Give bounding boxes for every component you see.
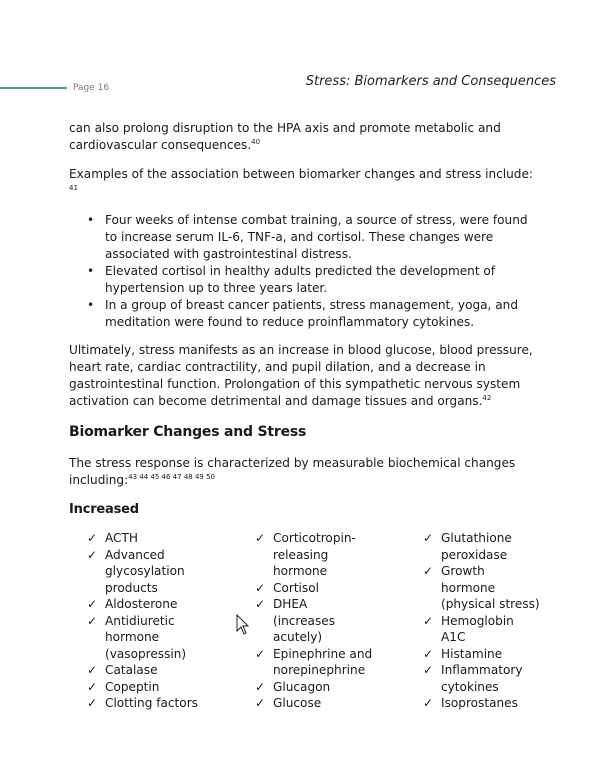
check-icon: ✓ bbox=[87, 531, 98, 545]
check-icon: ✓ bbox=[87, 613, 98, 628]
checklist-item bbox=[255, 695, 373, 712]
checklist-item bbox=[423, 563, 541, 613]
checklist-item-label: Growth hormone (physical stress) bbox=[441, 564, 540, 611]
checklist-item bbox=[255, 580, 373, 597]
check-icon: ✓ bbox=[255, 646, 266, 661]
checklist-item bbox=[87, 662, 205, 679]
check-icon: ✓ bbox=[423, 613, 434, 628]
checklist-item-label: Aldosterone bbox=[105, 597, 178, 611]
checklist-item-label: Catalase bbox=[105, 663, 158, 677]
check-icon: ✓ bbox=[87, 547, 98, 562]
checklist-item-label: ACTH bbox=[105, 531, 138, 545]
check-icon: ✓ bbox=[255, 580, 266, 595]
citation-ref: 41 bbox=[69, 184, 78, 192]
checklist-item bbox=[255, 530, 373, 580]
intro-paragraph: can also prolong disruption to the HPA axis and promote metabolic and cardiovascular consequences.$^{40}$ bbox=[69, 121, 501, 152]
checklist-item-label: DHEA (increases acutely) bbox=[273, 597, 335, 644]
list-item: • Elevated cortisol in healthy adults predicted the development of hypertension up to three years later. bbox=[105, 263, 539, 297]
citation-ref: 42 bbox=[482, 394, 492, 402]
checklist-item-label: Epinephrine and norepinephrine bbox=[273, 646, 373, 677]
page-number: Page 16 bbox=[73, 83, 110, 93]
checklist-item-label: Cortisol bbox=[273, 580, 319, 595]
checklist-item bbox=[255, 596, 373, 646]
checklist-item bbox=[87, 679, 205, 696]
check-icon: ✓ bbox=[423, 564, 434, 578]
mouse-pointer-icon bbox=[236, 614, 250, 636]
check-icon: ✓ bbox=[423, 646, 434, 661]
list-item: • In a group of breast cancer patients, stress management, yoga, and meditation were found to reduce proinflammatory cytokines. bbox=[105, 297, 539, 331]
check-icon: ✓ bbox=[423, 531, 434, 545]
citation-refs: 43 44 45 46 47 48 49 50 bbox=[128, 473, 215, 481]
increased-column-1 bbox=[87, 530, 205, 712]
check-icon: ✓ bbox=[255, 679, 266, 694]
checklist-item-label: Clotting factors bbox=[105, 696, 198, 710]
header-accent-line bbox=[0, 87, 67, 89]
checklist-item-label: Histamine bbox=[441, 646, 503, 661]
ultimately-paragraph: Ultimately, stress manifests as an increase in blood glucose, blood pressure, heart rate, cardiac contractility, and pupil dilation, and a decrease in gastrointestinal function. Prolongation of this sympathetic nervous system activation can become detrimental and damage tissues and organs.$^{42}$ bbox=[69, 343, 533, 408]
examples-lead: Examples of the association between biomarker changes and stress include: $^{41}$ bbox=[69, 167, 533, 192]
checklist-item bbox=[423, 695, 541, 712]
checklist-item bbox=[423, 613, 541, 646]
increased-columns bbox=[69, 530, 539, 740]
document-body bbox=[69, 120, 539, 740]
checklist-item-label: Antidiuretic hormone (vasopressin) bbox=[105, 613, 187, 661]
checklist-item bbox=[255, 646, 373, 679]
checklist-item-label: Inflammatory cytokines bbox=[441, 663, 523, 694]
checklist-item bbox=[255, 679, 373, 696]
checklist-item bbox=[423, 646, 541, 663]
check-icon: ✓ bbox=[423, 663, 434, 677]
list-item: • Four weeks of intense combat training, a source of stress, were found to increase serum IL-6, TNF-a, and cortisol. These changes were associated with gastrointestinal distress. bbox=[105, 212, 539, 263]
check-icon: ✓ bbox=[87, 696, 98, 710]
check-icon: ✓ bbox=[87, 679, 98, 694]
checklist-item bbox=[423, 530, 541, 563]
section-heading: Biomarker Changes and Stress bbox=[69, 424, 307, 440]
increased-column-3 bbox=[423, 530, 541, 712]
running-title: Stress: Biomarkers and Consequences bbox=[305, 74, 556, 89]
checklist-item bbox=[423, 662, 541, 695]
checklist-item-label: Glucagon bbox=[273, 679, 331, 694]
checklist-item-label: Glucose bbox=[273, 696, 322, 710]
checklist-item-label: Isoprostanes bbox=[441, 696, 518, 710]
check-icon: ✓ bbox=[87, 663, 98, 677]
checklist-item bbox=[87, 596, 205, 613]
increased-column-2 bbox=[255, 530, 373, 712]
checklist-item-label: Corticotropin-releasing hormone bbox=[273, 531, 356, 578]
checklist-item bbox=[87, 547, 205, 597]
checklist-item-label: Glutathione peroxidase bbox=[441, 531, 512, 562]
check-icon: ✓ bbox=[255, 597, 266, 611]
citation-ref: 40 bbox=[251, 138, 261, 146]
increased-heading: Increased bbox=[69, 502, 139, 517]
check-icon: ✓ bbox=[87, 597, 98, 611]
checklist-item-label: Copeptin bbox=[105, 679, 160, 694]
check-icon: ✓ bbox=[255, 696, 266, 710]
examples-list bbox=[69, 212, 539, 331]
checklist-item-label: Advanced glycosylation products bbox=[105, 547, 185, 595]
checklist-item bbox=[87, 530, 205, 547]
checklist-item-label: Hemoglobin A1C bbox=[441, 613, 514, 644]
check-icon: ✓ bbox=[423, 696, 434, 710]
section-paragraph: The stress response is characterized by measurable biochemical changes including:$^{43 44 45 46 47 48 49 50}$ bbox=[69, 456, 516, 487]
check-icon: ✓ bbox=[255, 531, 266, 545]
checklist-item bbox=[87, 613, 205, 663]
checklist-item bbox=[87, 695, 205, 712]
